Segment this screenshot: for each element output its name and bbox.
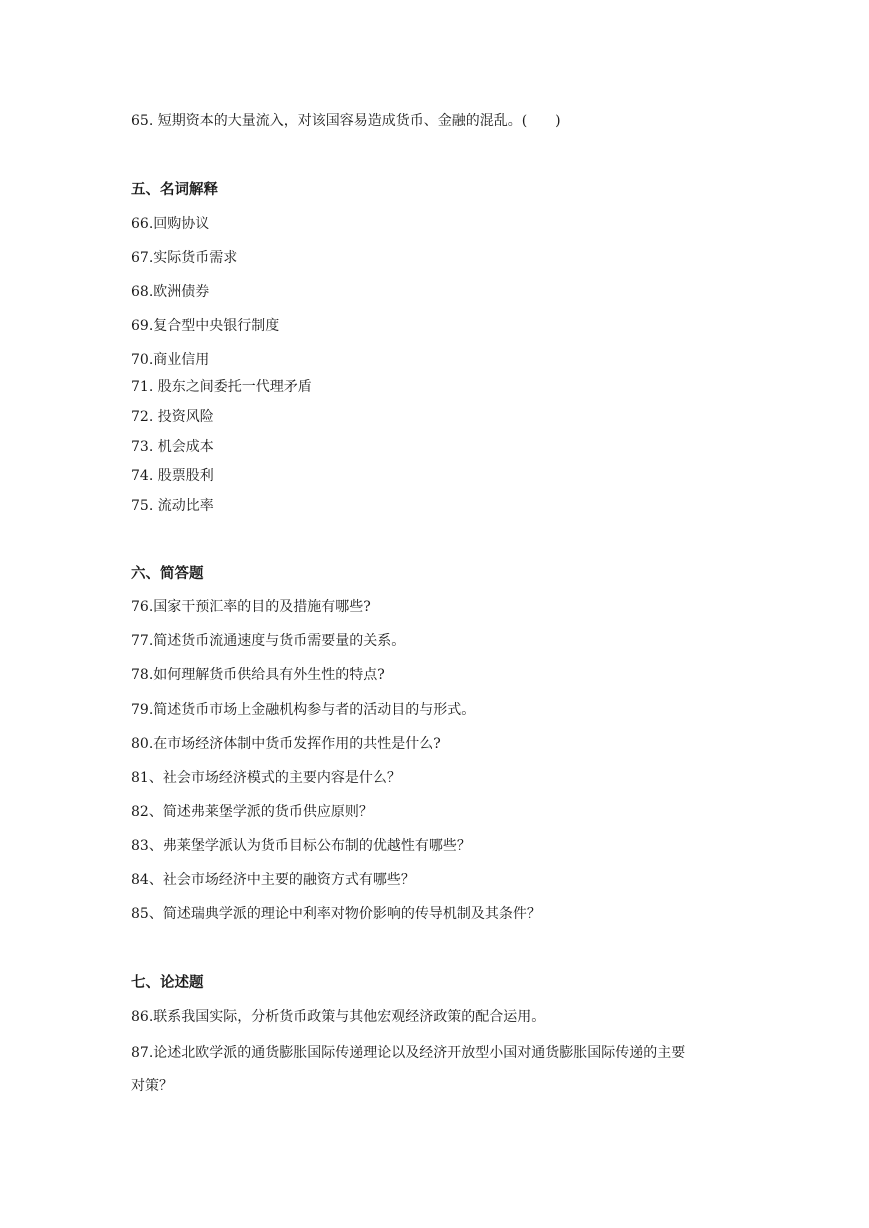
question-67: 67.实际货币需求 (131, 250, 238, 266)
question-81: 81、社会市场经济模式的主要内容是什么？ (131, 770, 401, 786)
question-75: 75. 流动比率 (131, 498, 214, 514)
question-87-continued: 对策？ (131, 1078, 173, 1094)
question-82: 82、简述弗莱堡学派的货币供应原则？ (131, 804, 373, 820)
question-76: 76.国家干预汇率的目的及措施有哪些? (131, 599, 371, 615)
question-74: 74. 股票股利 (131, 468, 214, 484)
question-84: 84、社会市场经济中主要的融资方式有哪些？ (131, 872, 415, 888)
question-77: 77.简述货币流通速度与货币需要量的关系。 (131, 633, 406, 649)
question-83: 83、弗莱堡学派认为货币目标公布制的优越性有哪些？ (131, 838, 471, 854)
question-78: 78.如何理解货币供给具有外生性的特点? (131, 667, 385, 683)
question-87: 87.论述北欧学派的通货膨胀国际传递理论以及经济开放型小国对通货膨胀国际传递的主要 (131, 1045, 686, 1061)
section-heading-essay: 七、论述题 (131, 975, 204, 991)
question-65: 65. 短期资本的大量流入，对该国容易造成货币、金融的混乱。( ) (131, 113, 561, 129)
question-71: 71. 股东之间委托一代理矛盾 (131, 379, 312, 395)
question-69: 69.复合型中央银行制度 (131, 318, 280, 334)
question-70: 70.商业信用 (131, 352, 210, 368)
question-79: 79.简述货币市场上金融机构参与者的活动目的与形式。 (131, 702, 476, 718)
section-heading-terms: 五、名词解释 (131, 182, 218, 198)
question-80: 80.在市场经济体制中货币发挥作用的共性是什么? (131, 736, 441, 752)
section-heading-short-answer: 六、简答题 (131, 566, 204, 582)
question-68: 68.欧洲债券 (131, 284, 210, 300)
question-86: 86.联系我国实际，分析货币政策与其他宏观经济政策的配合运用。 (131, 1009, 546, 1025)
question-66: 66.回购协议 (131, 216, 210, 232)
question-72: 72. 投资风险 (131, 409, 214, 425)
question-85: 85、简述瑞典学派的理论中利率对物价影响的传导机制及其条件？ (131, 906, 541, 922)
question-73: 73. 机会成本 (131, 439, 214, 455)
